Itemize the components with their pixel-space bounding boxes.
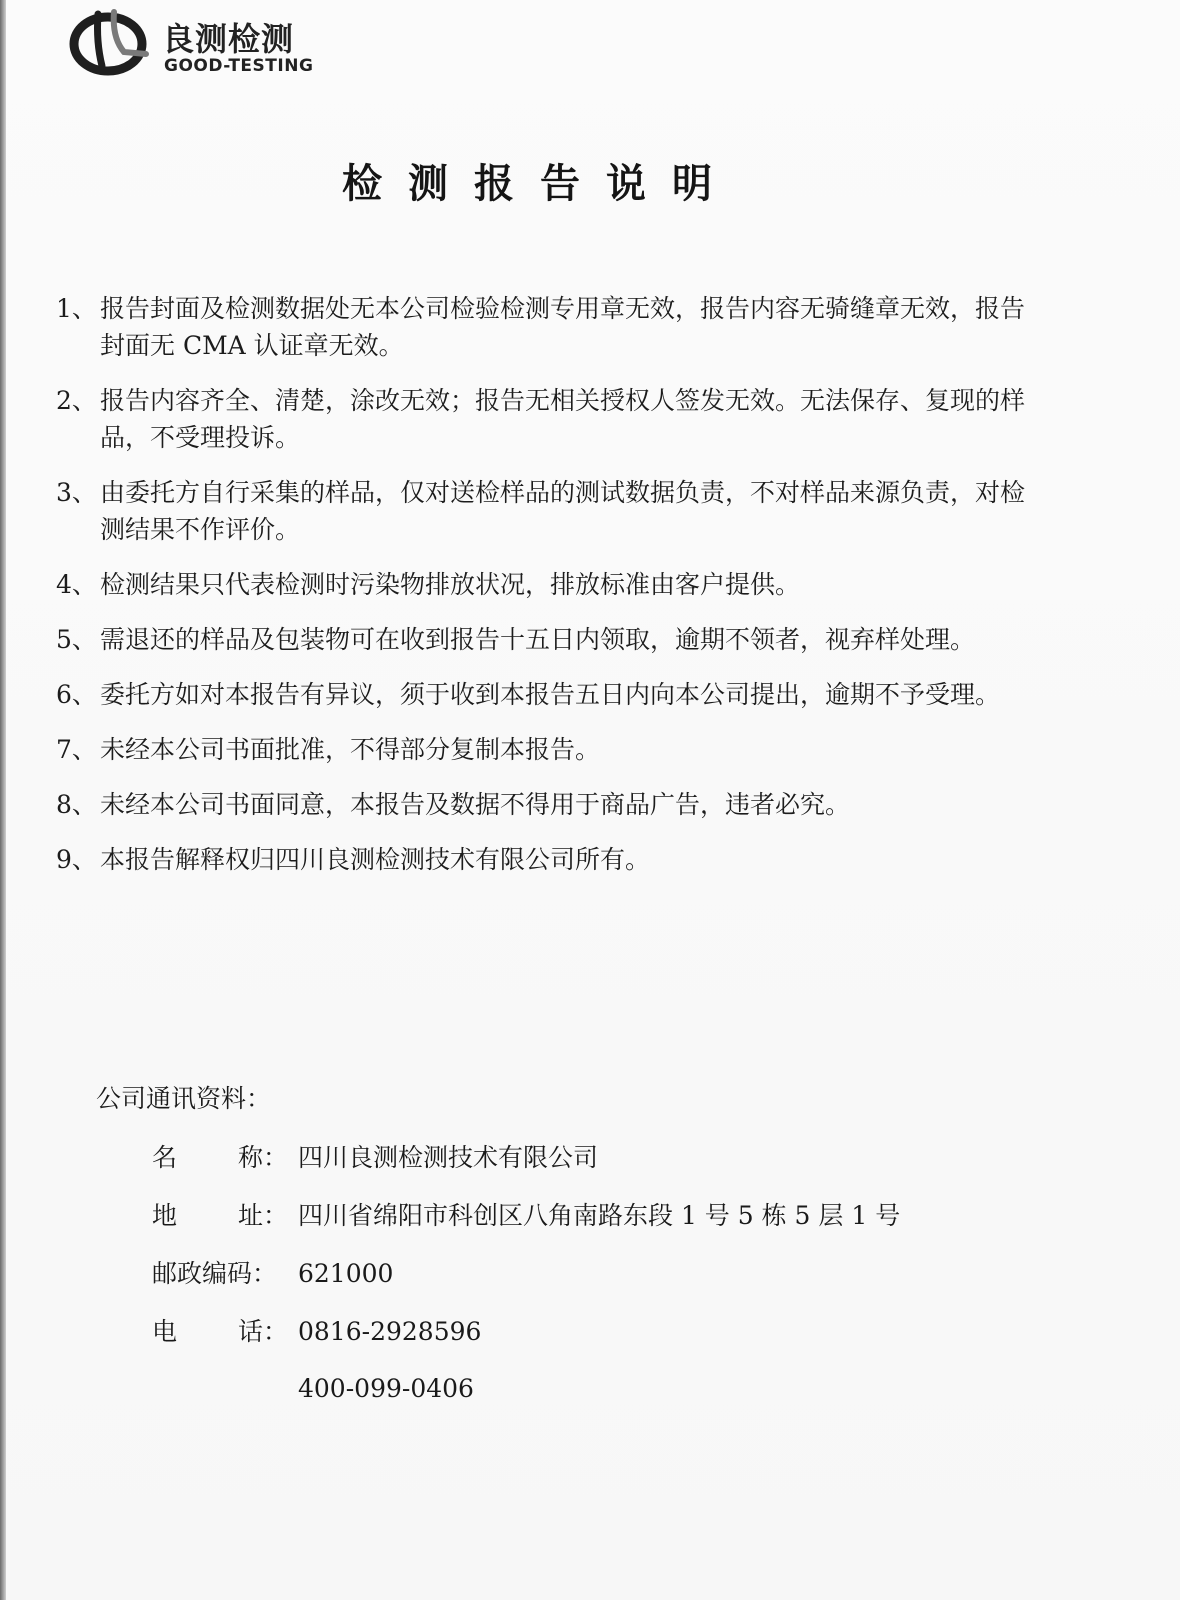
clause-text: 检测结果只代表检测时污染物排放状况，排放标准由客户提供。 <box>100 570 801 599</box>
contact-name-label <box>152 1139 298 1176</box>
clause-text: 由委托方自行采集的样品，仅对送检样品的测试数据负责，不对样品来源负责，对检测结果不作评价。 <box>100 478 1026 544</box>
label-part: 地 <box>152 1201 178 1230</box>
contact-address-value: 四川省绵阳市科创区八角南路东段 1 号 5 栋 5 层 1 号 <box>298 1201 901 1230</box>
contact-name-value: 四川良测检测技术有限公司 <box>298 1143 599 1172</box>
clause-4 <box>56 566 1046 603</box>
clause-number: 6、 <box>56 680 97 709</box>
clause-number: 5、 <box>56 625 97 654</box>
contact-phone-row <box>152 1313 481 1350</box>
clause-2 <box>56 382 1046 456</box>
clause-list <box>56 290 1046 896</box>
clause-9 <box>56 841 1046 878</box>
clause-number: 8、 <box>56 790 97 819</box>
clause-text: 委托方如对本报告有异议，须于收到本报告五日内向本公司提出，逾期不予受理。 <box>100 680 1001 709</box>
clause-number: 2、 <box>56 386 97 415</box>
clause-number: 3、 <box>56 478 97 507</box>
contact-heading: 公司通讯资料： <box>96 1084 272 1113</box>
clause-5 <box>56 621 1046 658</box>
clause-7 <box>56 731 1046 768</box>
clause-3 <box>56 474 1046 548</box>
logo-mark-icon <box>68 8 152 76</box>
page-title: 检测报告说明 <box>342 161 738 207</box>
clause-text: 报告内容齐全、清楚，涂改无效；报告无相关授权人签发无效。无法保存、复现的样品，不受理投诉。 <box>100 386 1026 452</box>
clause-1 <box>56 290 1046 364</box>
logo-english-name: GOOD-TESTING <box>164 56 314 76</box>
clause-text: 需退还的样品及包装物可在收到报告十五日内领取，逾期不领者，视弃样处理。 <box>100 625 976 654</box>
contact-address-row <box>152 1197 900 1234</box>
clause-number: 9、 <box>56 845 97 874</box>
clause-6 <box>56 676 1046 713</box>
page-edge-shadow <box>0 0 6 1600</box>
contact-zip-value: 621000 <box>298 1259 394 1288</box>
clause-number: 7、 <box>56 735 97 764</box>
label-part: 名 <box>152 1143 178 1172</box>
contact-zip-label: 邮政编码： <box>152 1259 278 1288</box>
label-part: 址： <box>238 1201 289 1230</box>
logo-chinese-name: 良测检测 <box>162 20 295 58</box>
label-part: 话： <box>238 1317 289 1346</box>
clause-text: 未经本公司书面批准，不得部分复制本报告。 <box>100 735 601 764</box>
contact-phone-label <box>152 1313 298 1350</box>
label-part: 电 <box>152 1317 178 1346</box>
clause-text: 本报告解释权归四川良测检测技术有限公司所有。 <box>100 845 651 874</box>
label-part: 称： <box>238 1143 289 1172</box>
clause-8 <box>56 786 1046 823</box>
contact-phone-value-2: 400-099-0406 <box>298 1374 474 1403</box>
clause-number: 1、 <box>56 294 97 323</box>
clause-text: 未经本公司书面同意，本报告及数据不得用于商品广告，违者必究。 <box>100 790 851 819</box>
clause-number: 4、 <box>56 570 97 599</box>
clause-text: 报告封面及检测数据处无本公司检验检测专用章无效，报告内容无骑缝章无效，报告封面无 CMA 认证章无效。 <box>100 294 1026 360</box>
contact-phone-value-1: 0816-2928596 <box>298 1317 482 1346</box>
contact-address-label <box>152 1197 298 1234</box>
company-logo <box>68 8 338 78</box>
contact-zip-row <box>152 1255 393 1292</box>
contact-name-row <box>152 1139 598 1176</box>
